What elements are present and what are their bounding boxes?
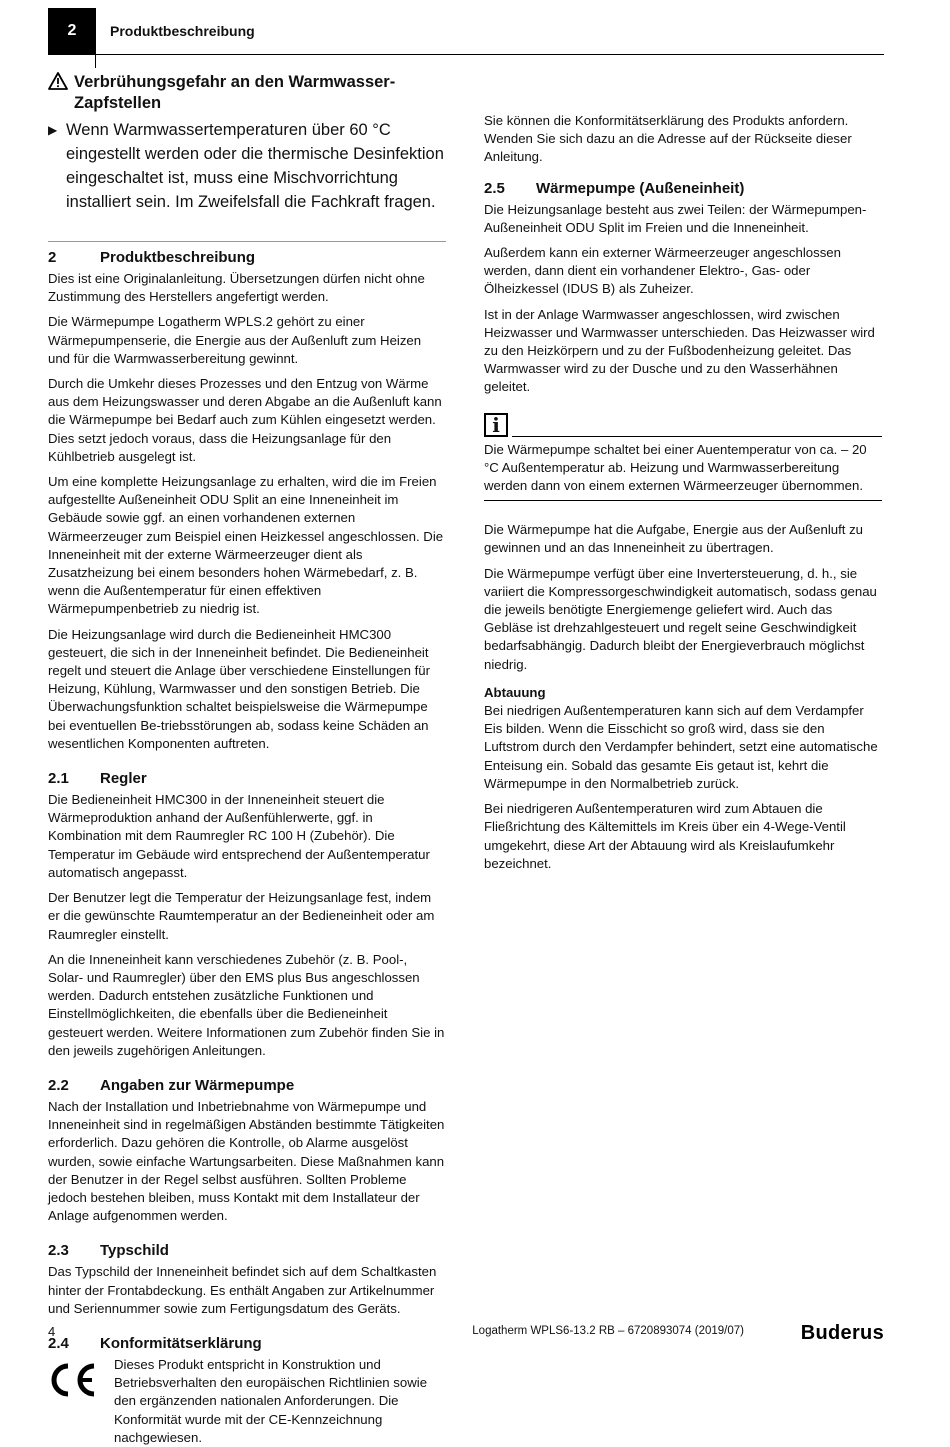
paragraph: Die Bedieneinheit HMC300 in der Inneneinheit steuert die Wärmeproduktion anhand der Außenfühlerwerte, ggf. in Kombination mit dem Raumregler RC 100 H (Zubehör). Die Temperatur im Gebäude wird entsprechend der Außentemperatur automatisch angepasst.: [48, 792, 430, 880]
right-column-content: [484, 112, 882, 880]
paragraph: Dies ist eine Originalanleitung. Übersetzungen dürfen nicht ohne Zustimmung des Herstellers angefertigt werden.: [48, 271, 425, 305]
section-heading-2-1: 2.1 Regler: [48, 770, 147, 788]
chapter-title: Produktbeschreibung: [110, 23, 255, 39]
brand-logo: Buderus: [800, 1322, 884, 1344]
paragraph: Um eine komplette Heizungsanlage zu erhalten, wird die im Freien aufgestellte Außeneinheit ODU Split an eine Inneneinheit im Gebäude sowie ggf. an einen vorhandenen externen Wärmeerzeuger zum Beispiel einen Heizkessel angeschlossen. Die Inneneinheit mit der externe Wärmeerzeuger dient als Zusatzheizung bei einem besonders hohen Wärmebedarf, z. B. wenn die Außentemperatur für einen effektiven Wärmepumpenbetrieb zu niedrig ist.: [48, 474, 444, 617]
page-header: [48, 8, 884, 55]
info-icon: i: [484, 413, 508, 437]
header-divider: [95, 54, 96, 68]
warning-text: Wenn Warmwassertemperaturen über 60 °C eingestellt werden oder die thermische Desinfektion eingeschaltet ist, muss eine Mischvorrichtung installiert sein. Im Zweifelsfall die Fachkraft fragen.: [66, 121, 444, 211]
paragraph: Bei niedrigen Außentemperaturen kann sich auf dem Verdampfer Eis bilden. Wenn die Eisschicht so groß wird, dass sie den Luftstrom durch den Verdampfer behindert, setzt eine automatische Enteisung ein. Sobald das gesamte Eis getaut ist, kehrt die Wärmepumpe in den Normalbetrieb zurück.: [484, 703, 878, 791]
info-divider: [512, 436, 882, 437]
ce-text: Dieses Produkt entspricht in Konstruktion und Betriebsverhalten den europäischen Richtlinien sowie den ergänzenden nationalen Anforderungen. Die Konformität wurde mit der CE-Kennzeichnung nachgewiesen.: [114, 1356, 428, 1445]
abtauung-heading: Abtauung: [484, 684, 546, 700]
section-separator: [48, 241, 446, 242]
paragraph: Die Wärmepumpe verfügt über eine Invertersteuerung, d. h., sie variiert die Kompressorgeschwindigkeit automatisch, sodass genau die jeweils benötigte Energiemenge geliefert wird. Auch das Gebläse ist drehzahlgesteuert und regelt seine Geschwindigkeit bedarfsabhängig. Dadurch bleibt der Energieverbrauch möglichst niedrig.: [484, 565, 877, 672]
paragraph: Das Typschild der Inneneinheit befindet sich auf dem Schaltkasten hinter der Frontabdeckung. Es enthält Angaben zur Artikelnummer und Seriennummer sowie zum Fertigungsdatum des Geräts.: [48, 1264, 437, 1316]
warning-instruction: [48, 118, 446, 214]
left-column: [48, 72, 446, 1447]
paragraph: Nach der Installation und Inbetriebnahme von Wärmepumpe und Inneneinheit sind in regelmäßigen Abständen bestimmte Tätigkeiten erforderlich. Dazu gehören die Kontrolle, ob Alarme ausgelöst wurden, sowie einfache Wartungsarbeiten. Diese Maßnahmen kann der Benutzer in der Regel selbst ausführen. Sollten Probleme jedoch bestehen bleiben, muss Kontakt mit dem Installateur der Anlage aufgenommen werden.: [48, 1098, 445, 1224]
info-text: Die Wärmepumpe schaltet bei einer Auentemperatur von ca. – 20 °C Außentemperatur ab. Heizung und Warmwasserbereitung werden dann von einem externen Wärmeerzeuger übernommen.: [484, 441, 867, 494]
paragraph: Der Benutzer legt die Temperatur der Heizungsanlage fest, indem er die gewünschte Raumtemperatur an der Bedieneinheit oder am Raumregler einstellt.: [48, 890, 435, 942]
paragraph: Die Heizungsanlage besteht aus zwei Teilen: der Wärmepumpen-Außeneinheit ODU Split im Freien und die Inneneinheit.: [484, 201, 867, 235]
warning-title: Verbrühungsgefahr an den Warmwasser-Zapfstellen: [74, 73, 396, 112]
warning-heading: [48, 72, 446, 114]
paragraph: Die Wärmepumpe Logatherm WPLS.2 gehört zu einer Wärmepumpenserie, die Energie aus der Außenluft zum Heizen und für die Warmwasserbereitung gewinnt.: [48, 314, 422, 366]
info-box: [484, 413, 882, 502]
warning-triangle-icon: [48, 72, 74, 114]
section-heading-2-3: 2.3 Typschild: [48, 1242, 169, 1260]
paragraph: Ist in der Anlage Warmwasser angeschlossen, wird zwischen Heizwasser und Warmwasser unterschieden. Das Heizwasser wird zu den Heizkörpern und zu der Fußbodenheizung geleitet. Das Warmwasser wird zu der Dusche und zu den Wasserhähnen geleitet.: [484, 306, 875, 395]
paragraph: Sie können die Konformitätserklärung des Produkts anfordern. Wenden Sie sich dazu an die Adresse auf der Rückseite dieser Anleitung.: [484, 113, 852, 165]
paragraph: Durch die Umkehr dieses Prozesses und den Entzug von Wärme aus dem Heizungswasser und deren Abgabe an die Außenluft kann die Wärmepumpe bei Bedarf auch zum Kühlen eingesetzt werden. Dies setzt jedoch voraus, dass die Heizungsanlage für den Kühlbetrieb ausgelegt ist.: [48, 376, 442, 464]
section-heading-2-4: 2.4 Konformitätserklärung: [48, 1334, 262, 1352]
paragraph: Die Wärmepumpe hat die Aufgabe, Energie aus der Außenluft zu gewinnen und an das Inneneinheit zu übertragen.: [484, 522, 863, 556]
ce-declaration: [48, 1356, 446, 1447]
paragraph: An die Inneneinheit kann verschiedenes Zubehör (z. B. Pool-, Solar- und Raumregler) über den EMS plus Bus angeschlossen werden. Dadurch entstehen zusätzliche Funktionen und Einstellmöglichkeiten, die ebenfalls über die Bedieneinheit gesteuert werden. Weitere Informationen zum Zubehör finden Sie in den jeweils zugehörigen Anleitungen.: [48, 951, 445, 1058]
section-heading-2-5: 2.5 Wärmepumpe (Außeneinheit): [484, 179, 745, 197]
paragraph: Die Heizungsanlage wird durch die Bedieneinheit HMC300 gesteuert, die sich in der Inneneinheit befindet. Die Bedieneinheit regelt und steuert die Anlage über verschiedene Einstellungen für Heizung, Kühlung, Warmwasser und den sonstigen Betrieb. Die Überwachungsfunktion schaltet beispielsweise die Wärmepumpe bei eventuellen Be-triebsstörungen ab, sodass keine Schäden an wesentlichen Komponenten auftreten.: [48, 626, 430, 751]
section-heading-2: 2 Produktbeschreibung: [48, 249, 256, 266]
paragraph: Bei niedrigeren Außentemperaturen wird zum Abtauen die Fließrichtung des Kältemittels im Kreis über ein 4-Wege-Ventil umgekehrt, diese Art der Abtauung wird als Kreislaufumkehr bezeichnet.: [484, 801, 846, 871]
chapter-number: 2: [48, 8, 96, 54]
document-reference: Logatherm WPLS6-13.2 RB – 6720893074 (2019/07): [472, 1325, 744, 1337]
arrow-right-icon: ▶: [48, 123, 58, 137]
section-heading-2-2: 2.2 Angaben zur Wärmepumpe: [48, 1076, 295, 1094]
page-footer: [48, 1322, 884, 1344]
page-number: 4: [48, 1324, 56, 1339]
ce-mark-icon: [48, 1356, 114, 1447]
paragraph: Außerdem kann ein externer Wärmeerzeuger angeschlossen werden, dann dient ein vorhandener Elektro-, Gas- oder Ölheizkessel (IDUS B) als Zuheizer.: [484, 245, 841, 297]
